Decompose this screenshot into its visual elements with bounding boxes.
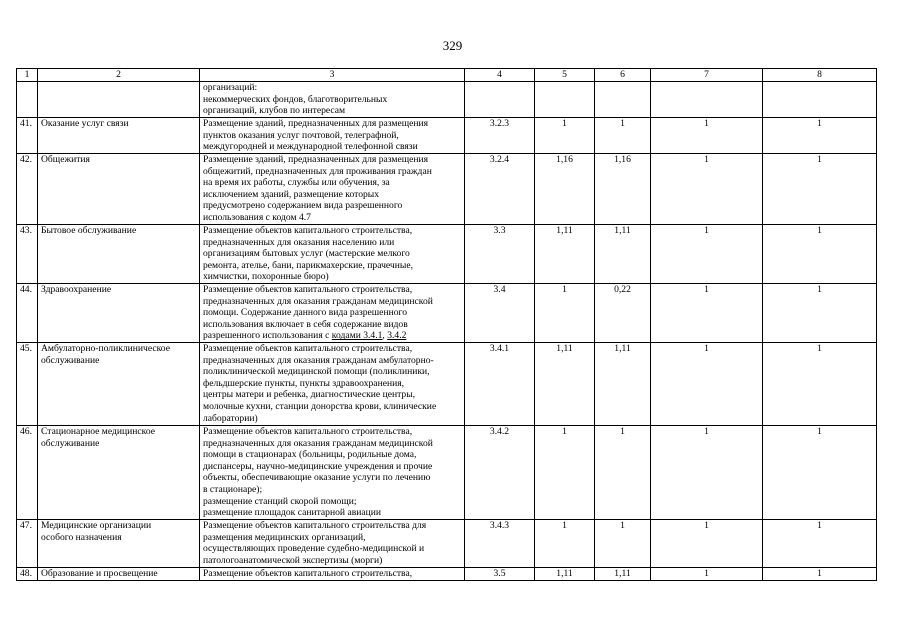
column-header: 6 [595,69,651,82]
coefficient-6: 1 [595,426,651,520]
row-number [17,82,38,118]
coefficient-7: 1 [651,426,763,520]
table-row [17,520,877,568]
coefficient-6: 1,11 [595,225,651,284]
row-number: 44. [17,284,38,343]
land-use-code: 3.4.2 [465,426,535,520]
coefficient-6: 1,11 [595,343,651,426]
row-number: 47. [17,520,38,568]
land-use-name: Общежития [38,154,200,225]
land-use-code: 3.2.3 [465,118,535,154]
land-use-description: Размещение объектов капитального строительства для размещения медицинских организаций, осуществляющих проведение судебно-медицинской и патологоанатомической экспертизы (морги) [200,520,465,568]
coefficient-8: 1 [763,284,877,343]
row-number: 41. [17,118,38,154]
page-number: 329 [442,38,463,53]
table-row [17,225,877,284]
land-use-name: Медицинские организации особого назначения [38,520,200,568]
land-use-code: 3.4.3 [465,520,535,568]
coefficient-6: 1 [595,118,651,154]
table-header-row [17,69,877,82]
land-use-name [38,82,200,118]
land-use-description: Размещение зданий, предназначенных для размещения пунктов оказания услуг почтовой, телеграфной, междугородней и международной телефонной связи [200,118,465,154]
row-number: 46. [17,426,38,520]
table-row [17,118,877,154]
coefficient-8: 1 [763,568,877,581]
coefficient-7: 1 [651,118,763,154]
coefficient-6: 1,11 [595,568,651,581]
coefficient-7: 1 [651,568,763,581]
column-header: 4 [465,69,535,82]
land-use-table [16,68,877,581]
coefficient-5: 1 [535,118,595,154]
coefficient-5: 1,11 [535,568,595,581]
coefficient-7: 1 [651,343,763,426]
land-use-description: Размещение зданий, предназначенных для размещения общежитий, предназначенных для проживания граждан на время их работы, службы или обучения, за исключением зданий, размещение которых предусмотрено содержанием вида разрешенного использования с кодом 4.7 [200,154,465,225]
column-header: 5 [535,69,595,82]
row-number: 48. [17,568,38,581]
coefficient-5: 1,11 [535,225,595,284]
coefficient-8: 1 [763,426,877,520]
land-use-description: Размещение объектов капитального строительства, предназначенных для оказания гражданам медицинской помощи в стационарах (больницы, родильные дома, диспансеры, научно-медицинские учреждения и прочие объекты, обеспечивающие оказание услуги по лечению в стационаре); размещение станций скорой помощи; размещение площадок санитарной авиации [200,426,465,520]
land-use-description: организаций: некоммерческих фондов, благотворительных организаций, клубов по интересам [200,82,465,118]
land-use-code: 3.3 [465,225,535,284]
table-row [17,343,877,426]
coefficient-8: 1 [763,118,877,154]
coefficient-5 [535,82,595,118]
row-number: 45. [17,343,38,426]
coefficient-8: 1 [763,225,877,284]
coefficient-8 [763,82,877,118]
coefficient-5: 1 [535,284,595,343]
land-use-code: 3.2.4 [465,154,535,225]
coefficient-7: 1 [651,225,763,284]
table-row [17,154,877,225]
column-header: 1 [17,69,38,82]
coefficient-6: 1 [595,520,651,568]
land-use-code: 3.5 [465,568,535,581]
land-use-description [200,284,465,343]
land-use-code: 3.4 [465,284,535,343]
coefficient-8: 1 [763,520,877,568]
land-use-name: Стационарное медицинское обслуживание [38,426,200,520]
coefficient-5: 1,16 [535,154,595,225]
coefficient-5: 1 [535,426,595,520]
land-use-name: Бытовое обслуживание [38,225,200,284]
row-number: 42. [17,154,38,225]
land-use-description: Размещение объектов капитального строительства, предназначенных для оказания населению или организациям бытовых услуг (мастерские мелкого ремонта, ателье, бани, парикмахерские, прачечные, химчистки, похоронные бюро) [200,225,465,284]
row-number: 43. [17,225,38,284]
land-use-name: Здравоохранение [38,284,200,343]
land-use-name: Оказание услуг связи [38,118,200,154]
land-use-code [465,82,535,118]
land-use-description: Размещение объектов капитального строительства, [200,568,465,581]
reference-separator: , [382,330,388,342]
coefficient-7: 1 [651,284,763,343]
description-text: Размещение объектов капитального строительства, предназначенных для оказания гражданам медицинской помощи. Содержание данного вида разрешенного использования включает в себя содержание видов разрешенного использования с [203,284,433,342]
coefficient-7 [651,82,763,118]
code-reference-link[interactable]: кодами 3.4.1 [331,330,383,342]
coefficient-6 [595,82,651,118]
column-header: 2 [38,69,200,82]
coefficient-5: 1,11 [535,343,595,426]
land-use-name: Амбулаторно-поликлиническое обслуживание [38,343,200,426]
table-row [17,426,877,520]
coefficient-7: 1 [651,520,763,568]
coefficient-6: 1,16 [595,154,651,225]
land-use-name: Образование и просвещение [38,568,200,581]
coefficient-8: 1 [763,154,877,225]
column-header: 7 [651,69,763,82]
code-reference-link[interactable]: 3.4.2 [387,330,407,342]
table-row [17,568,877,581]
coefficient-6: 0,22 [595,284,651,343]
table-row [17,284,877,343]
coefficient-5: 1 [535,520,595,568]
coefficient-7: 1 [651,154,763,225]
land-use-code: 3.4.1 [465,343,535,426]
column-header: 3 [200,69,465,82]
column-header: 8 [763,69,877,82]
coefficient-8: 1 [763,343,877,426]
land-use-description: Размещение объектов капитального строительства, предназначенных для оказания гражданам амбулаторно- поликлинической медицинской помощи (поликлиники, фельдшерские пункты, пункты здравоохранения, центры матери и ребенка, диагностические центры, молочные кухни, станции донорства крови, клинические лаборатории) [200,343,465,426]
table-row [17,82,877,118]
